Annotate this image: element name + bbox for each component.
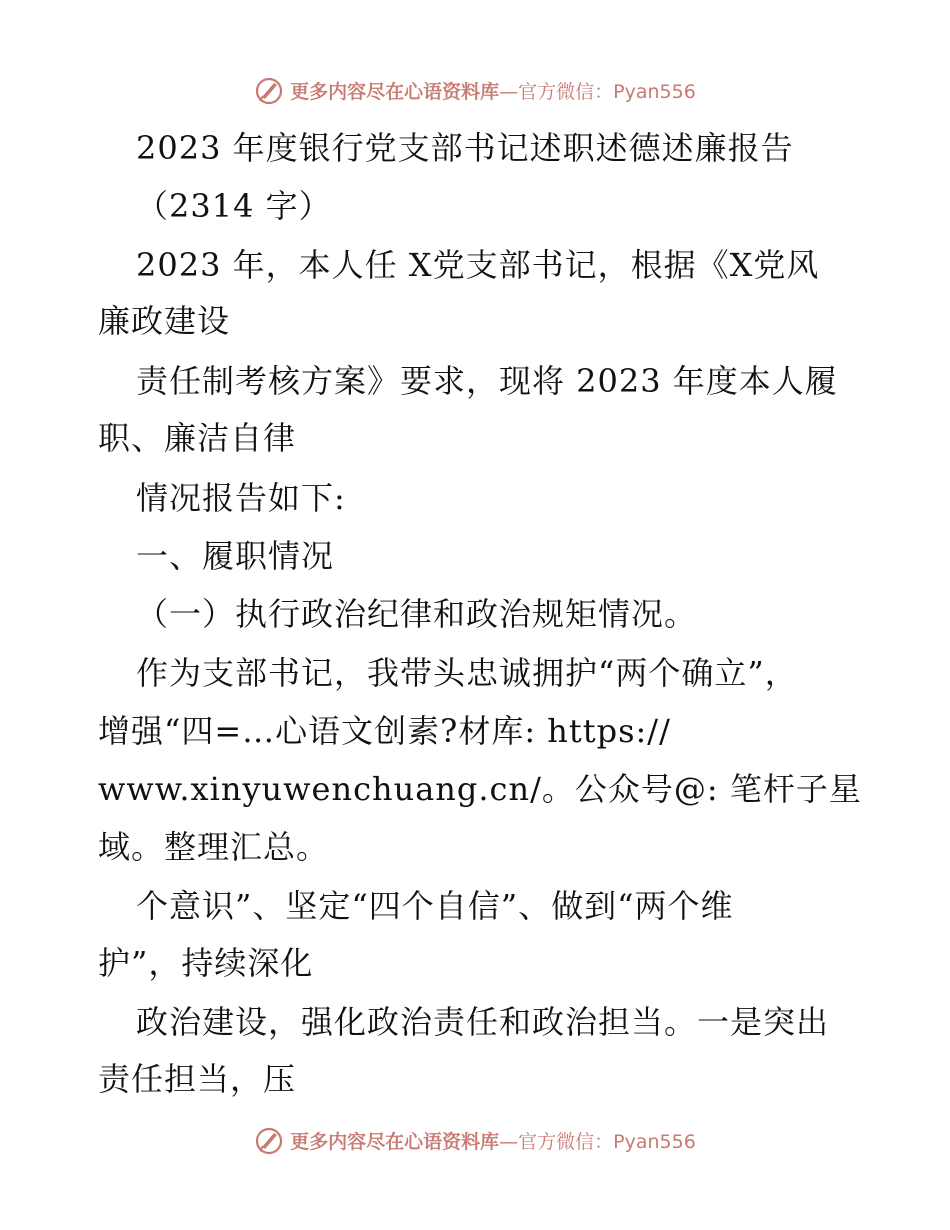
paragraph-line: 政治建设，强化政治责任和政治担当。一是突出: [136, 1003, 830, 1041]
paragraph-line: 2023 年，本人任 X党支部书记，根据《X党风: [136, 246, 820, 284]
paragraph-line: 增强“四=…心语文创素?材库: https://: [98, 712, 671, 750]
subsection-heading: （一）执行政治纪律和政治规矩情况。: [136, 595, 698, 633]
paragraph-line: 作为支部书记，我带头忠诚拥护“两个确立”，: [136, 654, 798, 692]
watermark-separator: —: [499, 1130, 519, 1153]
watermark-footer: [0, 1120, 950, 1160]
section-heading: 一、履职情况: [136, 537, 335, 575]
document-title: 2023 年度银行党支部书记述职述德述廉报告: [136, 129, 794, 167]
paragraph-line: 域。整理汇总。: [98, 828, 330, 866]
watermark-separator: —: [499, 80, 519, 103]
paragraph-line: 护”，持续深化: [98, 944, 314, 982]
watermark-main-text: 更多内容尽在心语资料库: [290, 80, 500, 103]
watermark-contact: 官方微信：Pyan556: [518, 1130, 696, 1153]
paragraph-line: 责任担当，压: [98, 1060, 297, 1098]
word-count: （2314 字）: [136, 187, 332, 225]
paragraph-line: 职、廉洁自律: [98, 419, 297, 457]
paragraph-line: 廉政建设: [98, 302, 231, 340]
paragraph-line: 情况报告如下:: [136, 479, 346, 517]
paragraph-line: 个意识”、坚定“四个自信”、做到“两个维: [136, 887, 734, 925]
watermark-contact: 官方微信：Pyan556: [518, 80, 696, 103]
paragraph-line: 责任制考核方案》要求，现将 2023 年度本人履: [136, 362, 838, 400]
watermark-main-text: 更多内容尽在心语资料库: [290, 1130, 500, 1153]
paragraph-line: www.xinyuwenchuang.cn/。公众号@: 笔杆子星: [98, 770, 862, 808]
quill-logo-icon: [254, 1125, 284, 1155]
